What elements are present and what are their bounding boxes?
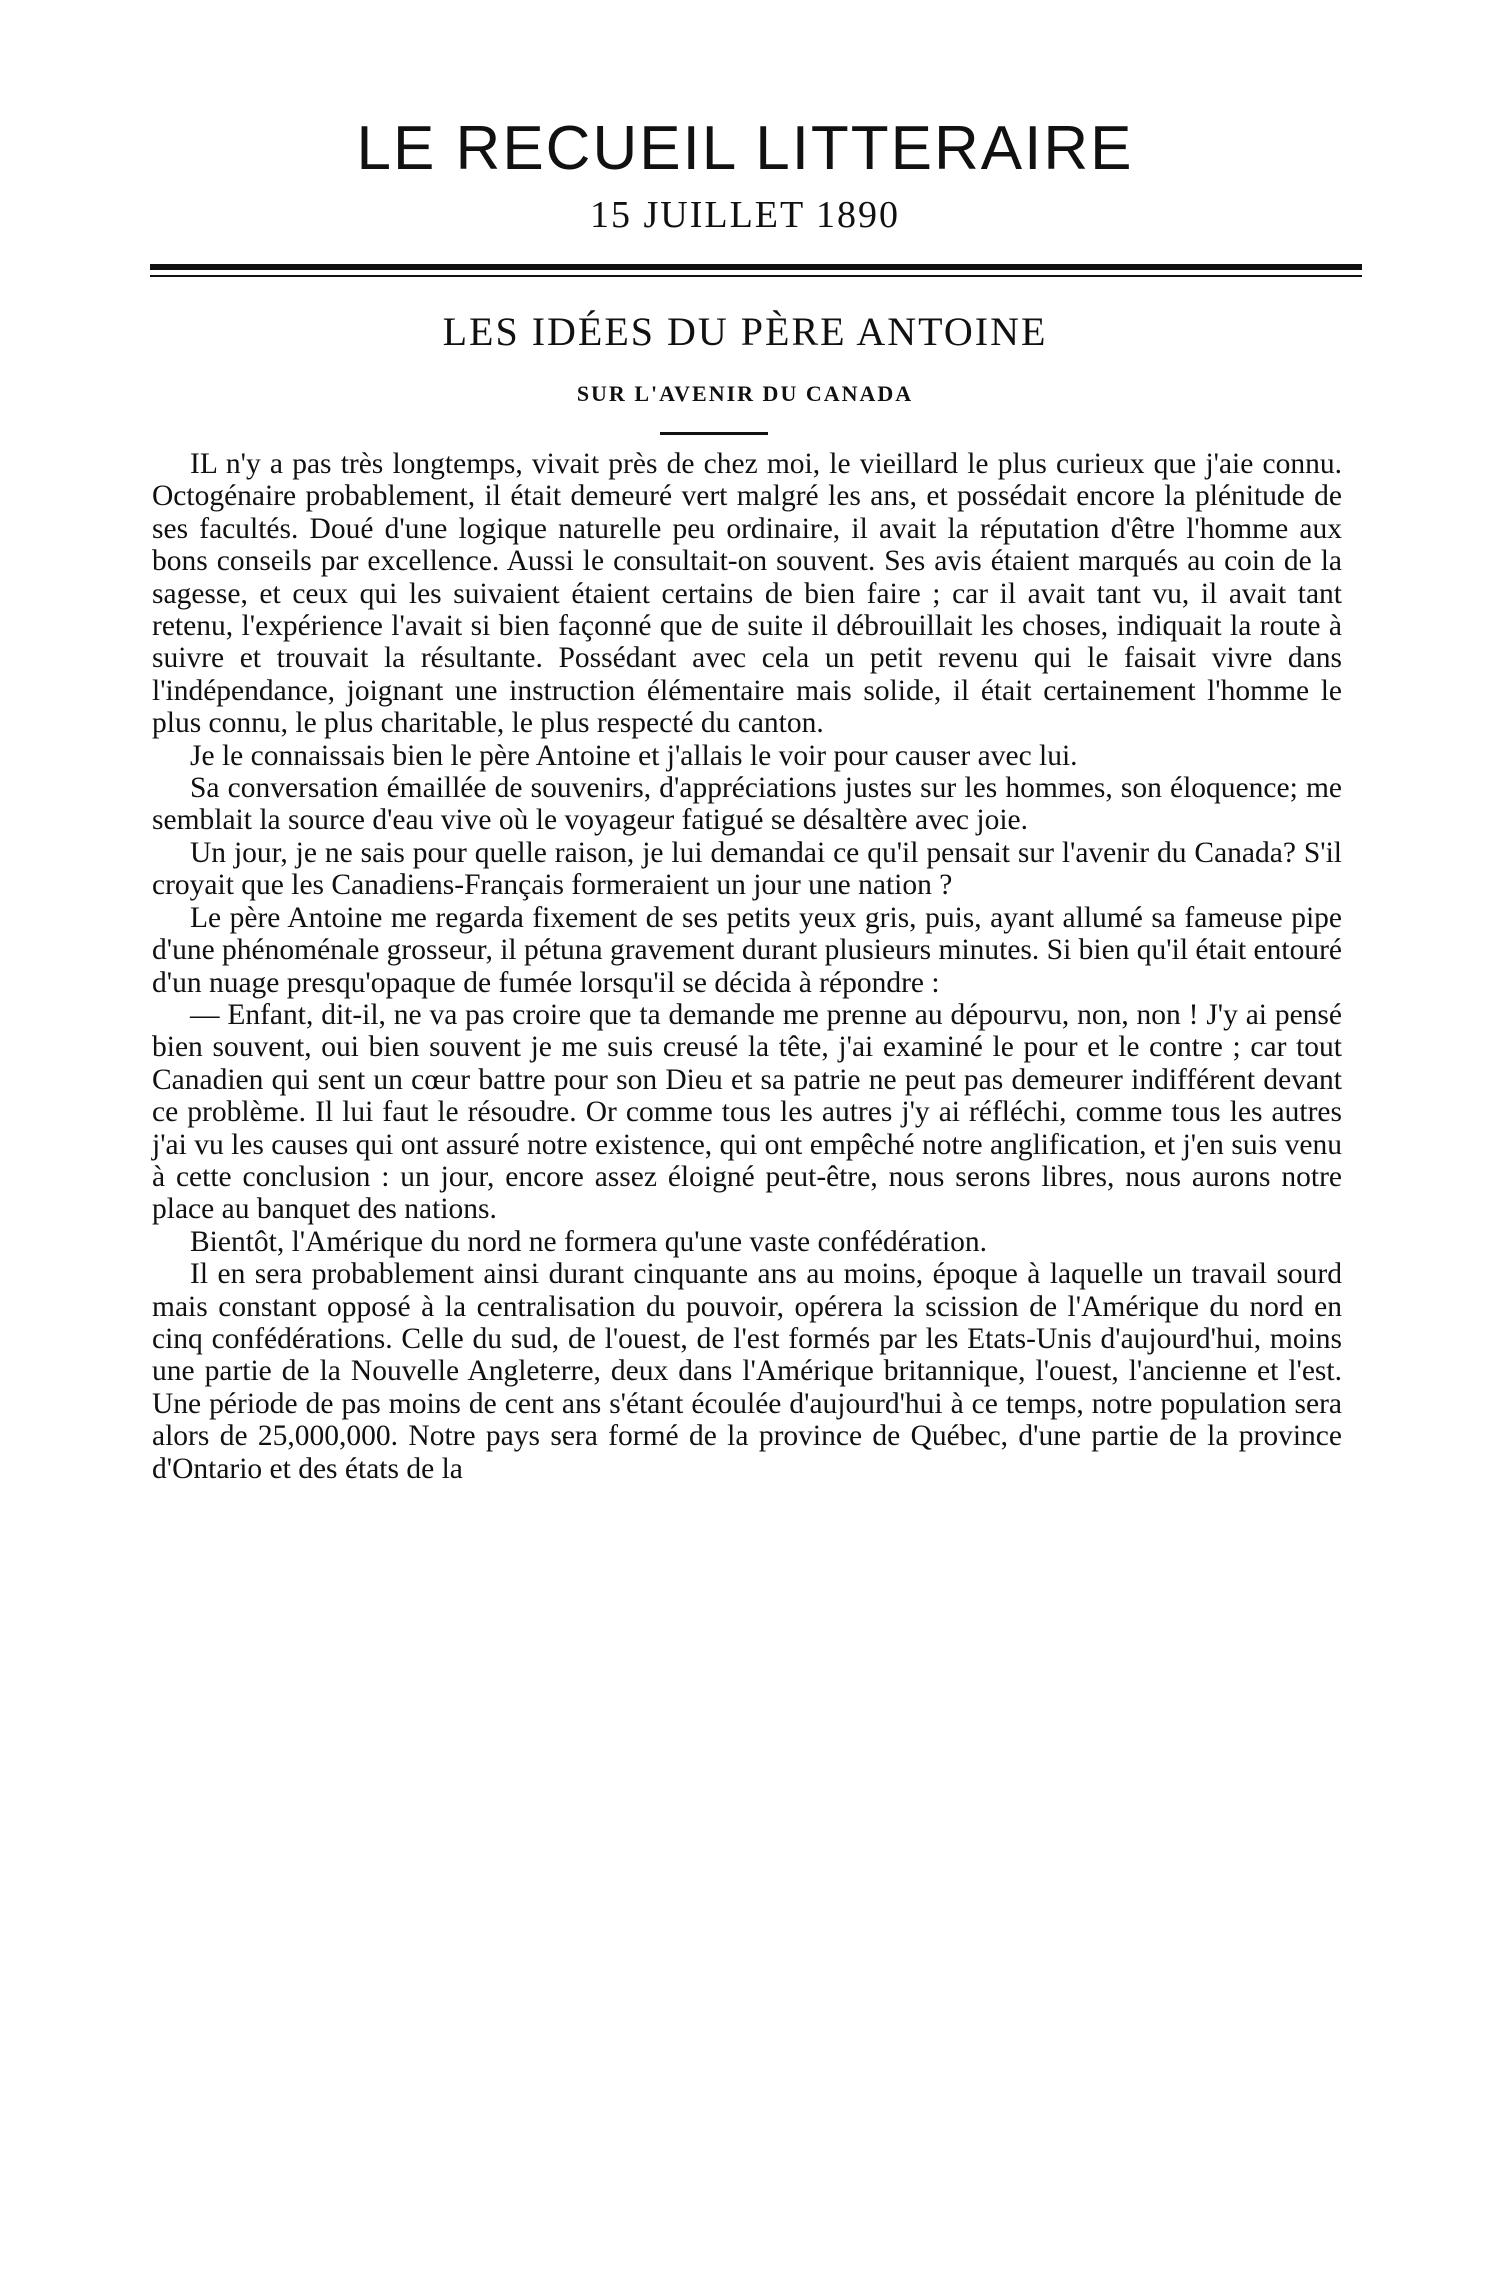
issue-date: 15 JUILLET 1890: [589, 194, 901, 236]
title-divider: [660, 432, 768, 435]
paragraph: IL n'y a pas très longtemps, vivait près de chez moi, le vieillard le plus curieux que j'aie connu. Octogénaire probablement, il était demeuré vert malgré les ans, et possédait encore la plénitude de ses facultés. Doué d'une logique naturelle peu ordinaire, il avait la réputation d'être l'homme aux bons conseils par excellence. Aussi le consultait-on souvent. Ses avis étaient marqués au coin de la sagesse, et ceux qui les suivaient étaient certains de bien faire ; car il avait tant vu, il avait tant retenu, l'expérience l'avait si bien façonné que de suite il débrouillait les choses, indiquait la route à suivre et trouvait la résultante. Possédant avec cela un petit revenu qui le faisait vivre dans l'indépendance, joignant une instruction élémentaire mais solide, il était certainement l'homme le plus connu, le plus charitable, le plus respecté du canton.: [152, 448, 1342, 740]
paragraph: Il en sera probablement ainsi durant cinquante ans au moins, époque à laquelle un travail sourd mais constant opposé à la centralisation du pouvoir, opérera la scission de l'Amérique du nord en cinq confédérations. Celle du sud, de l'ouest, de l'est formés par les Etats-Unis d'aujourd'hui, moins une partie de la Nouvelle Angleterre, deux dans l'Amérique britannique, l'ouest, l'ancienne et l'est. Une période de pas moins de cent ans s'étant écoulée d'aujourd'hui à ce temps, notre population sera alors de 25,000,000. Notre pays sera formé de la province de Québec, d'une partie de la province d'Ontario et des états de la: [152, 1258, 1342, 1485]
article-title: LES IDÉES DU PÈRE ANTOINE: [442, 309, 1048, 354]
header-rule-thick: [150, 264, 1362, 270]
paragraph: Je le connaissais bien le père Antoine et j'allais le voir pour causer avec lui.: [190, 739, 1078, 772]
article-subtitle: SUR L'AVENIR DU CANADA: [576, 381, 914, 406]
paragraph: Un jour, je ne sais pour quelle raison, je lui demandai ce qu'il pensait sur l'avenir du Canada? S'il croyait que les Canadiens-Français formeraient un jour une nation ?: [152, 836, 1342, 902]
paragraph: Le père Antoine me regarda fixement de ses petits yeux gris, puis, ayant allumé sa fameuse pipe d'une phénoménale grosseur, il pétuna gravement durant plusieurs minutes. Si bien qu'il était entouré d'un nuage presqu'opaque de fumée lorsqu'il se décida à répondre :: [152, 901, 1342, 999]
paragraph: — Enfant, dit-il, ne va pas croire que ta demande me prenne au dépourvu, non, non ! J'y ai pensé bien souvent, oui bien souvent je me suis creusé la tête, j'ai examiné le pour et le contre ; car tout Canadien qui sent un cœur battre pour son Dieu et sa patrie ne peut pas demeurer indifférent devant ce problème. Il lui faut le résoudre. Or comme tous les autres j'y ai réfléchi, comme tous les autres j'ai vu les causes qui ont assuré notre existence, qui ont empêché notre anglification, et j'en suis venu à cette conclusion : un jour, encore assez éloigné peut-être, nous serons libres, nous aurons notre place au banquet des nations.: [152, 998, 1342, 1226]
publication-title: LE RECUEIL LITTERAIRE: [356, 114, 1134, 183]
paragraph: Bientôt, l'Amérique du nord ne formera qu'une vaste confédération.: [190, 1225, 988, 1258]
paragraph: Sa conversation émaillée de souvenirs, d'appréciations justes sur les hommes, son éloquence; me semblait la source d'eau vive où le voyageur fatigué se désaltère avec joie.: [152, 772, 1342, 837]
header-rule-thin: [150, 275, 1362, 277]
article-body: [152, 448, 1342, 1485]
